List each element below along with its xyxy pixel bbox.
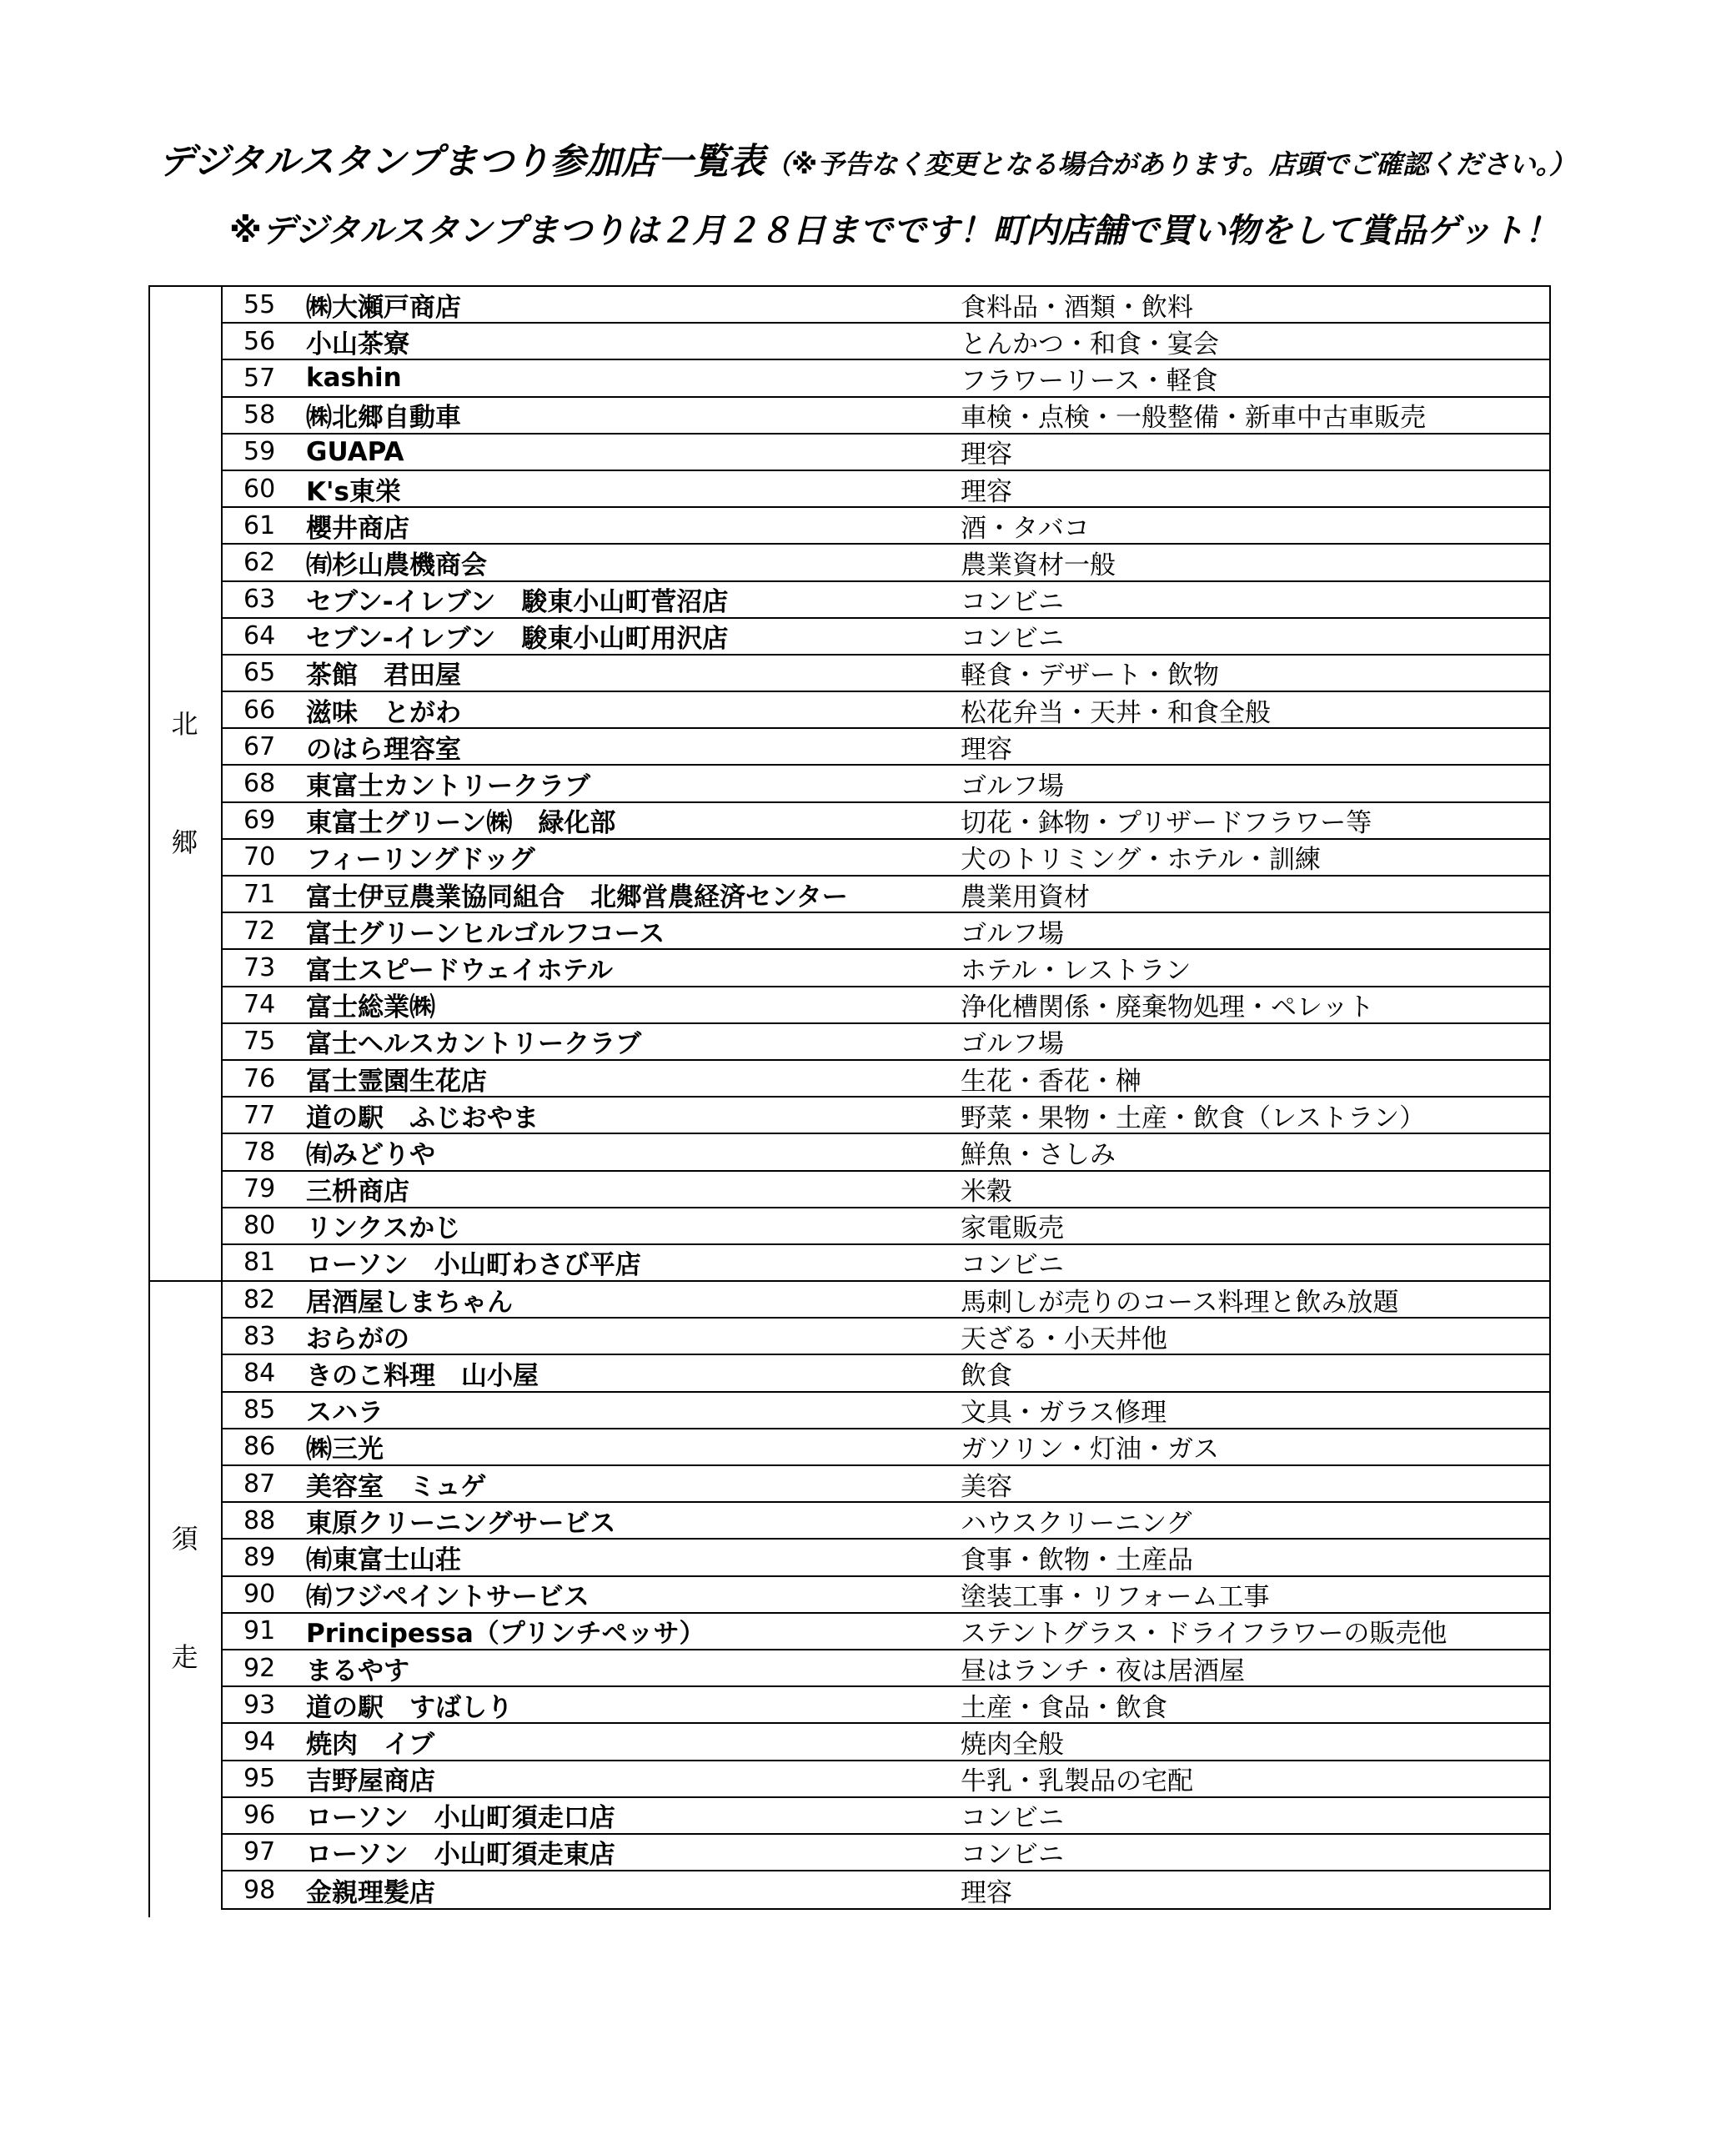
row-number: 95: [243, 1764, 276, 1794]
store-name: まるやす: [306, 1655, 409, 1686]
store-category: 美容: [961, 1471, 1012, 1502]
store-name: 冨士霊園生花店: [306, 1066, 487, 1097]
row-number: 60: [243, 474, 276, 504]
region-label-subashiri: [148, 1280, 221, 1916]
region-label-hokugo: [148, 285, 221, 1280]
store-name: 金親理髪店: [306, 1877, 435, 1908]
row-number: 64: [243, 621, 276, 651]
store-name: 美容室 ミュゲ: [306, 1471, 487, 1502]
title-note: （※予告なく変更となる場合があります。店頭でご確認ください。）: [765, 148, 1576, 180]
store-category: とんかつ・和食・宴会: [961, 329, 1219, 359]
table-row: [223, 656, 1549, 692]
store-name: 櫻井商店: [306, 513, 409, 544]
store-category: 天ざる・小天丼他: [961, 1324, 1167, 1354]
table-row: [223, 1650, 1549, 1687]
row-number: 98: [243, 1875, 276, 1905]
table-row: [223, 1761, 1549, 1798]
row-number: 92: [243, 1653, 276, 1683]
store-category: コンビニ: [961, 1803, 1064, 1834]
store-category: 鮮魚・さしみ: [961, 1139, 1116, 1170]
row-number: 69: [243, 806, 276, 836]
table-row: [223, 840, 1549, 877]
row-number: 93: [243, 1690, 276, 1720]
table-row: [223, 435, 1549, 471]
table-row: [223, 729, 1549, 766]
row-number: 86: [243, 1432, 276, 1462]
store-name: K's東栄: [306, 476, 401, 507]
store-category: 農業用資材: [961, 882, 1090, 912]
row-number: 58: [243, 400, 276, 430]
store-category: 米穀: [961, 1177, 1012, 1208]
store-category: ホテル・レストラン: [961, 955, 1192, 986]
row-number: 56: [243, 326, 276, 356]
store-name: 富士スピードウェイホテル: [306, 955, 613, 986]
title-main: デジタルスタンプまつり参加店一覧表: [158, 141, 765, 183]
row-number: 91: [243, 1616, 276, 1646]
store-category: 理容: [961, 734, 1012, 765]
store-category: 焼肉全般: [961, 1729, 1064, 1760]
store-name: Principessa（プリンチペッサ）: [306, 1619, 705, 1650]
store-category: 車検・点検・一般整備・新車中古車販売: [961, 403, 1426, 434]
store-category: 野菜・果物・土産・飲食（レストラン）: [961, 1103, 1426, 1133]
store-category: ハウスクリーニング: [961, 1508, 1192, 1539]
table-row: [223, 1282, 1549, 1319]
table-row: [223, 508, 1549, 545]
table-row: [223, 1871, 1549, 1908]
store-name: ㈲みどりや: [306, 1139, 435, 1170]
store-name: ㈱三光: [306, 1434, 384, 1465]
table-row: [223, 619, 1549, 656]
table-row: [223, 766, 1549, 802]
store-category: 家電販売: [961, 1213, 1064, 1244]
table-row: [223, 803, 1549, 840]
row-number: 97: [243, 1837, 276, 1867]
row-number: 62: [243, 547, 276, 577]
store-category: ガソリン・灯油・ガス: [961, 1434, 1219, 1465]
row-number: 89: [243, 1542, 276, 1572]
store-name: ㈲フジペイントサービス: [306, 1582, 590, 1613]
table-row: [223, 471, 1549, 508]
row-number: 66: [243, 695, 276, 725]
table-row: [223, 398, 1549, 435]
row-number: 73: [243, 952, 276, 982]
table-row: [223, 913, 1549, 950]
store-category: 塗装工事・リフォーム工事: [961, 1582, 1270, 1613]
table-row: [223, 1393, 1549, 1429]
store-name: ㈱大瀬戸商店: [306, 292, 461, 323]
store-name: 道の駅 ふじおやま: [306, 1103, 539, 1133]
table-row: [223, 1540, 1549, 1576]
store-category: 生花・香花・榊: [961, 1066, 1141, 1097]
region-char: 郷: [171, 826, 198, 858]
store-name: 道の駅 すばしり: [306, 1692, 513, 1723]
store-category: 食事・飲物・土産品: [961, 1545, 1193, 1575]
row-number: 67: [243, 731, 276, 761]
row-number: 59: [243, 437, 276, 467]
store-name: 茶館 君田屋: [306, 661, 461, 691]
store-name: 東富士グリーン㈱ 緑化部: [306, 808, 616, 839]
table-row: [223, 692, 1549, 729]
store-name: フィーリングドッグ: [306, 845, 535, 876]
table-row: [223, 1687, 1549, 1724]
store-category: 馬刺しが売りのコース料理と飲み放題: [961, 1287, 1399, 1318]
store-category: フラワーリース・軽食: [961, 365, 1218, 396]
table-row: [223, 1024, 1549, 1061]
table-row: [223, 360, 1549, 397]
store-name: ㈲杉山農機商会: [306, 550, 487, 580]
store-name: ローソン 小山町須走東店: [306, 1840, 615, 1871]
store-name: ローソン 小山町わさび平店: [306, 1250, 641, 1281]
store-name: おらがの: [306, 1324, 409, 1354]
row-number: 70: [243, 842, 276, 872]
page-title: [158, 133, 1576, 184]
store-name: 小山茶寮: [306, 329, 409, 359]
row-number: 63: [243, 585, 276, 615]
store-category: 軽食・デザート・飲物: [961, 661, 1219, 691]
store-category: コンビニ: [961, 1250, 1064, 1281]
store-name: 富士伊豆農業協同組合 北郷営農経済センター: [306, 882, 848, 912]
region-char: 北: [171, 707, 198, 740]
store-category: ステントグラス・ドライフラワーの販売他: [961, 1619, 1448, 1650]
table-row: [223, 1429, 1549, 1466]
table-row: [223, 1355, 1549, 1392]
store-name: ローソン 小山町須走口店: [306, 1803, 615, 1834]
store-category: コンビニ: [961, 587, 1064, 618]
table-row: [223, 1577, 1549, 1614]
store-category: 浄化槽関係・廃棄物処理・ペレット: [961, 992, 1374, 1023]
store-name: きのこ料理 山小屋: [306, 1361, 539, 1392]
row-number: 61: [243, 510, 276, 540]
row-number: 82: [243, 1284, 276, 1314]
row-number: 85: [243, 1395, 276, 1425]
table-row: [223, 987, 1549, 1024]
row-number: 74: [243, 990, 276, 1020]
store-name: ㈱北郷自動車: [306, 403, 461, 434]
row-number: 84: [243, 1359, 276, 1389]
table-row: [223, 1503, 1549, 1540]
row-number: 78: [243, 1137, 276, 1167]
store-name: 焼肉 イブ: [306, 1729, 435, 1760]
row-number: 65: [243, 658, 276, 688]
region-char: 須: [171, 1523, 198, 1555]
store-name: ㈲東富士山荘: [306, 1545, 461, 1575]
store-category: 飲食: [961, 1361, 1012, 1392]
store-category: 犬のトリミング・ホテル・訓練: [961, 845, 1321, 876]
row-number: 80: [243, 1211, 276, 1241]
store-name: 富士グリーンヒルゴルフコース: [306, 918, 665, 949]
table-row: [223, 324, 1549, 360]
row-number: 71: [243, 879, 276, 909]
store-category: 理容: [961, 1877, 1012, 1908]
row-number: 96: [243, 1801, 276, 1831]
store-category: ゴルフ場: [961, 771, 1064, 802]
store-name: のはら理容室: [306, 734, 461, 765]
table-row: [223, 1614, 1549, 1650]
store-category: 食料品・酒類・飲料: [961, 292, 1193, 323]
store-name: スハラ: [306, 1398, 384, 1429]
store-name: 東富士カントリークラブ: [306, 771, 590, 802]
store-category: 昼はランチ・夜は居酒屋: [961, 1655, 1245, 1686]
store-name: 富士総業㈱: [306, 992, 435, 1023]
row-number: 88: [243, 1505, 276, 1535]
store-category: 切花・鉢物・プリザードフラワー等: [961, 808, 1372, 839]
row-number: 77: [243, 1100, 276, 1130]
store-category: 酒・タバコ: [961, 513, 1090, 544]
table-row: [223, 1061, 1549, 1098]
row-number: 75: [243, 1027, 276, 1057]
store-name: 滋味 とがわ: [306, 697, 461, 728]
table-row: [223, 1466, 1549, 1503]
store-category: 牛乳・乳製品の宅配: [961, 1766, 1193, 1797]
store-category: 土産・食品・飲食: [961, 1692, 1167, 1723]
table-row: [223, 1835, 1549, 1871]
store-table: [221, 285, 1551, 1910]
table-row: [223, 1172, 1549, 1208]
table-row: [223, 1098, 1549, 1134]
row-number: 76: [243, 1063, 276, 1093]
table-row: [223, 545, 1549, 581]
store-category: 文具・ガラス修理: [961, 1398, 1167, 1429]
table-row: [223, 287, 1549, 324]
store-name: 吉野屋商店: [306, 1766, 435, 1797]
store-name: セブン-イレブン 駿東小山町菅沼店: [306, 587, 729, 618]
store-category: 理容: [961, 440, 1012, 470]
row-number: 81: [243, 1248, 276, 1278]
row-number: 72: [243, 916, 276, 946]
table-row: [223, 877, 1549, 913]
store-name: GUAPA: [306, 436, 404, 467]
table-row: [223, 1134, 1549, 1171]
row-number: 55: [243, 289, 276, 319]
table-row: [223, 1798, 1549, 1835]
row-number: 79: [243, 1174, 276, 1204]
region-char: 走: [171, 1641, 198, 1673]
store-name: 居酒屋しまちゃん: [306, 1287, 513, 1318]
row-number: 90: [243, 1580, 276, 1610]
store-category: コンビニ: [961, 1840, 1064, 1871]
row-number: 87: [243, 1469, 276, 1499]
page-subtitle: ※デジタルスタンプまつりは２月２８日までです！町内店舗で買い物をして賞品ゲット！: [229, 212, 1558, 250]
store-name: セブン-イレブン 駿東小山町用沢店: [306, 624, 729, 655]
row-number: 83: [243, 1321, 276, 1351]
row-number: 57: [243, 363, 276, 393]
row-number: 68: [243, 769, 276, 799]
store-category: 農業資材一般: [961, 550, 1116, 580]
store-name: 富士ヘルスカントリークラブ: [306, 1029, 642, 1060]
table-row: [223, 1208, 1549, 1245]
table-row: [223, 1245, 1549, 1282]
store-category: コンビニ: [961, 624, 1064, 655]
store-name: 東原クリーニングサービス: [306, 1508, 616, 1539]
store-category: 理容: [961, 476, 1012, 507]
store-name: 三枡商店: [306, 1177, 409, 1208]
table-row: [223, 1319, 1549, 1355]
store-name: リンクスかじ: [306, 1213, 461, 1244]
store-category: 松花弁当・天丼・和食全般: [961, 697, 1271, 728]
table-row: [223, 582, 1549, 619]
store-category: ゴルフ場: [961, 918, 1064, 949]
row-number: 94: [243, 1726, 276, 1756]
table-row: [223, 1724, 1549, 1761]
store-category: ゴルフ場: [961, 1029, 1064, 1060]
table-row: [223, 950, 1549, 987]
store-name: kashin: [306, 363, 402, 394]
